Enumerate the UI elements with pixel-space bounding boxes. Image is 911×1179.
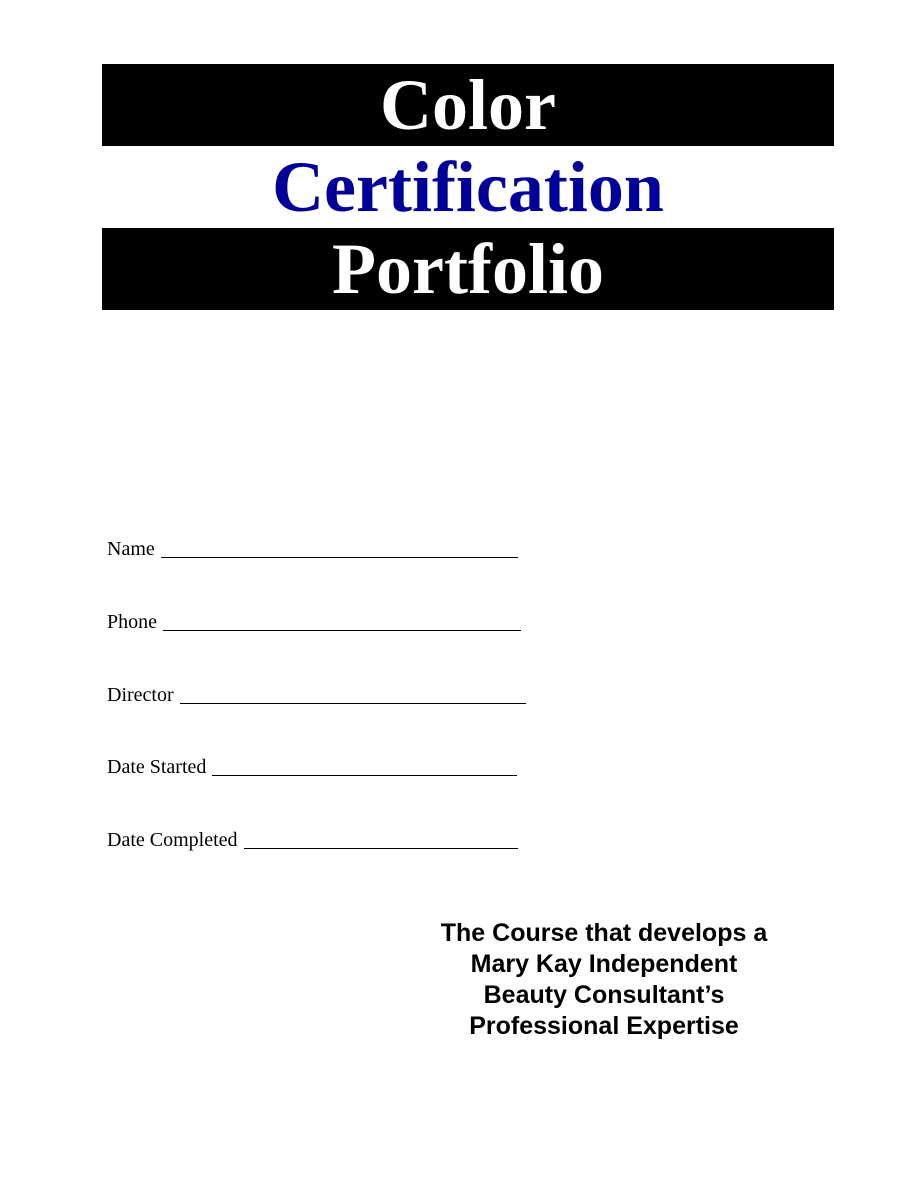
date-completed-blank-line[interactable] xyxy=(244,830,518,849)
name-label: Name xyxy=(107,538,155,560)
date-completed-label: Date Completed xyxy=(107,829,238,851)
title-certification: Certification xyxy=(272,147,664,227)
date-started-field xyxy=(107,755,517,779)
tagline-line-4: Professional Expertise xyxy=(469,1012,739,1040)
phone-blank-line[interactable] xyxy=(163,612,521,631)
name-field xyxy=(107,537,518,561)
title-bar-color xyxy=(102,64,834,146)
director-label: Director xyxy=(107,684,174,706)
course-tagline xyxy=(400,918,808,1042)
director-field xyxy=(107,683,526,707)
date-started-label: Date Started xyxy=(107,756,207,778)
title-color: Color xyxy=(380,65,556,145)
director-blank-line[interactable] xyxy=(180,685,526,704)
tagline-line-1: The Course that develops a xyxy=(440,919,768,947)
tagline-line-3: Beauty Consultant’s xyxy=(483,981,725,1009)
date-started-blank-line[interactable] xyxy=(212,757,517,776)
title-bar-portfolio xyxy=(102,228,834,310)
phone-field xyxy=(107,610,521,634)
title-portfolio: Portfolio xyxy=(332,229,604,309)
tagline-line-2: Mary Kay Independent xyxy=(470,950,738,978)
phone-label: Phone xyxy=(107,611,157,633)
date-completed-field xyxy=(107,828,518,852)
name-blank-line[interactable] xyxy=(161,539,518,558)
title-band-certification xyxy=(102,146,834,228)
